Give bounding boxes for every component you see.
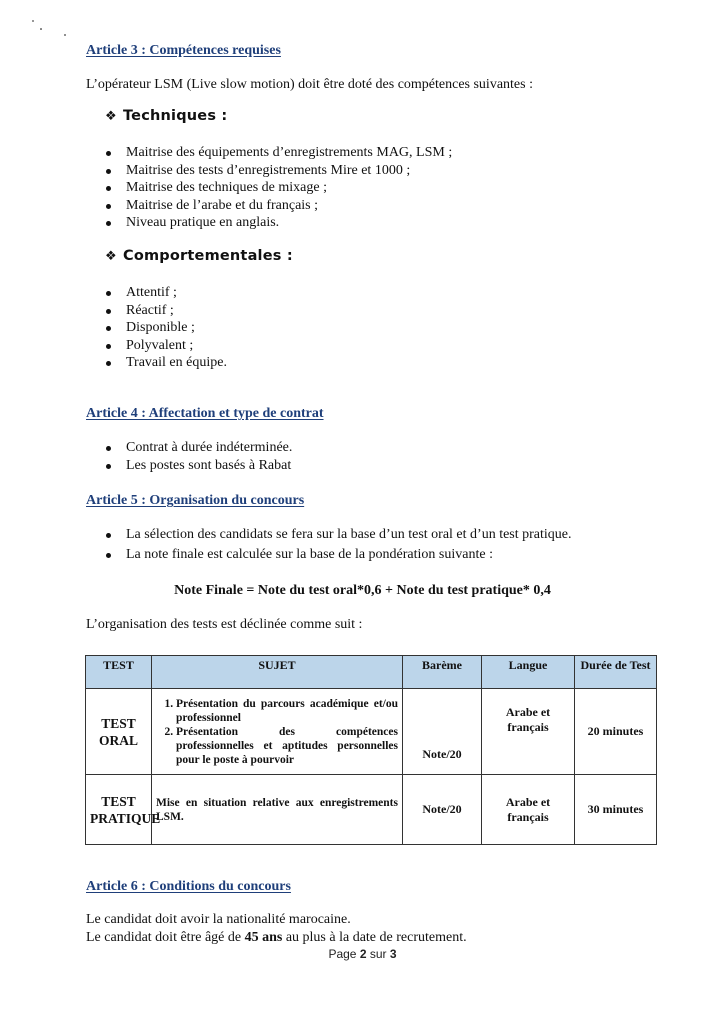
current-page-number: 2	[359, 947, 367, 961]
article-4-list-item: Les postes sont basés à Rabat	[105, 457, 292, 475]
techniques-list-item: Maitrise de l’arabe et du français ;	[105, 197, 452, 215]
article-3-heading: Article 3 : Compétences requises	[86, 43, 281, 58]
comportementales-list-item: Polyvalent ;	[105, 337, 227, 355]
comportementales-list-item: Attentif ;	[105, 284, 227, 302]
table-row	[86, 689, 657, 775]
cell-bareme-oral: Note/20	[403, 689, 482, 775]
diamond-bullet-icon: ❖	[105, 249, 117, 264]
cell-duree-oral: 20 minutes	[575, 689, 657, 775]
techniques-list-item: Maitrise des équipements d’enregistrements MAG, LSM ;	[105, 144, 452, 162]
article-4-list-item: Contrat à durée indéterminée.	[105, 439, 292, 457]
article-5-list	[105, 525, 572, 565]
cell-duree-pratique: 30 minutes	[575, 775, 657, 845]
comportementales-list-item: Réactif ;	[105, 302, 227, 320]
header-duree: Durée de Test	[575, 656, 657, 689]
article-4-heading: Article 4 : Affectation et type de contrat	[86, 406, 324, 421]
cell-langue-oral: Arabe et français	[482, 689, 575, 775]
cell-subject-pratique: Mise en situation relative aux enregistrements LSM.	[152, 775, 403, 845]
comportementales-list-item: Disponible ;	[105, 319, 227, 337]
article-5-list-item: La sélection des candidats se fera sur la base d’un test oral et d’un test pratique.	[105, 525, 572, 545]
techniques-list-item: Niveau pratique en anglais.	[105, 214, 452, 232]
organisation-intro: L’organisation des tests est déclinée comme suit :	[86, 617, 363, 632]
techniques-list-item: Maitrise des techniques de mixage ;	[105, 179, 452, 197]
cell-bareme-pratique: Note/20	[403, 775, 482, 845]
cell-test-pratique: TEST PRATIQUE	[86, 775, 152, 845]
total-page-count: 3	[389, 947, 397, 961]
comportementales-list	[105, 284, 227, 372]
final-grade-formula: Note Finale = Note du test oral*0,6 + Note du test pratique* 0,4	[174, 583, 551, 598]
diamond-bullet-icon: ❖	[105, 109, 117, 124]
header-langue: Langue	[482, 656, 575, 689]
oral-subject-item: 1. Présentation du parcours académique et/ou professionnel	[176, 697, 398, 725]
cell-subject-oral	[152, 689, 403, 775]
page-footer: Page 2 sur 3	[328, 947, 397, 961]
header-bareme: Barème	[403, 656, 482, 689]
table-row	[86, 775, 657, 845]
age-limit: 45 ans	[244, 930, 283, 945]
article-5-heading: Article 5 : Organisation du concours	[86, 493, 305, 508]
article-6-line-2: Le candidat doit être âgé de 45 ans au plus à la date de recrutement.	[86, 930, 467, 945]
cell-langue-pratique: Arabe et français	[482, 775, 575, 845]
techniques-list	[105, 144, 452, 232]
article-4-list	[105, 439, 292, 474]
article-6-heading: Article 6 : Conditions du concours	[86, 879, 291, 894]
oral-subject-list	[156, 697, 398, 767]
header-sujet: SUJET	[152, 656, 403, 689]
techniques-subheading: ❖ Techniques :	[105, 108, 228, 124]
cell-test-oral: TEST ORAL	[86, 689, 152, 775]
scan-specks	[30, 14, 90, 54]
table-header-row	[86, 656, 657, 689]
comportementales-subheading: ❖ Comportementales :	[105, 248, 293, 264]
techniques-list-item: Maitrise des tests d’enregistrements Mire et 1000 ;	[105, 162, 452, 180]
tests-table	[85, 655, 657, 845]
header-test: TEST	[86, 656, 152, 689]
article-6-line-1: Le candidat doit avoir la nationalité marocaine.	[86, 912, 351, 927]
article-5-list-item: La note finale est calculée sur la base de la pondération suivante :	[105, 545, 572, 565]
oral-subject-item: 2. Présentation des compétences professionnelles et aptitudes personnelles pour le poste à pourvoir	[176, 725, 398, 767]
article-3-intro: L’opérateur LSM (Live slow motion) doit être doté des compétences suivantes :	[86, 77, 533, 92]
comportementales-list-item: Travail en équipe.	[105, 354, 227, 372]
